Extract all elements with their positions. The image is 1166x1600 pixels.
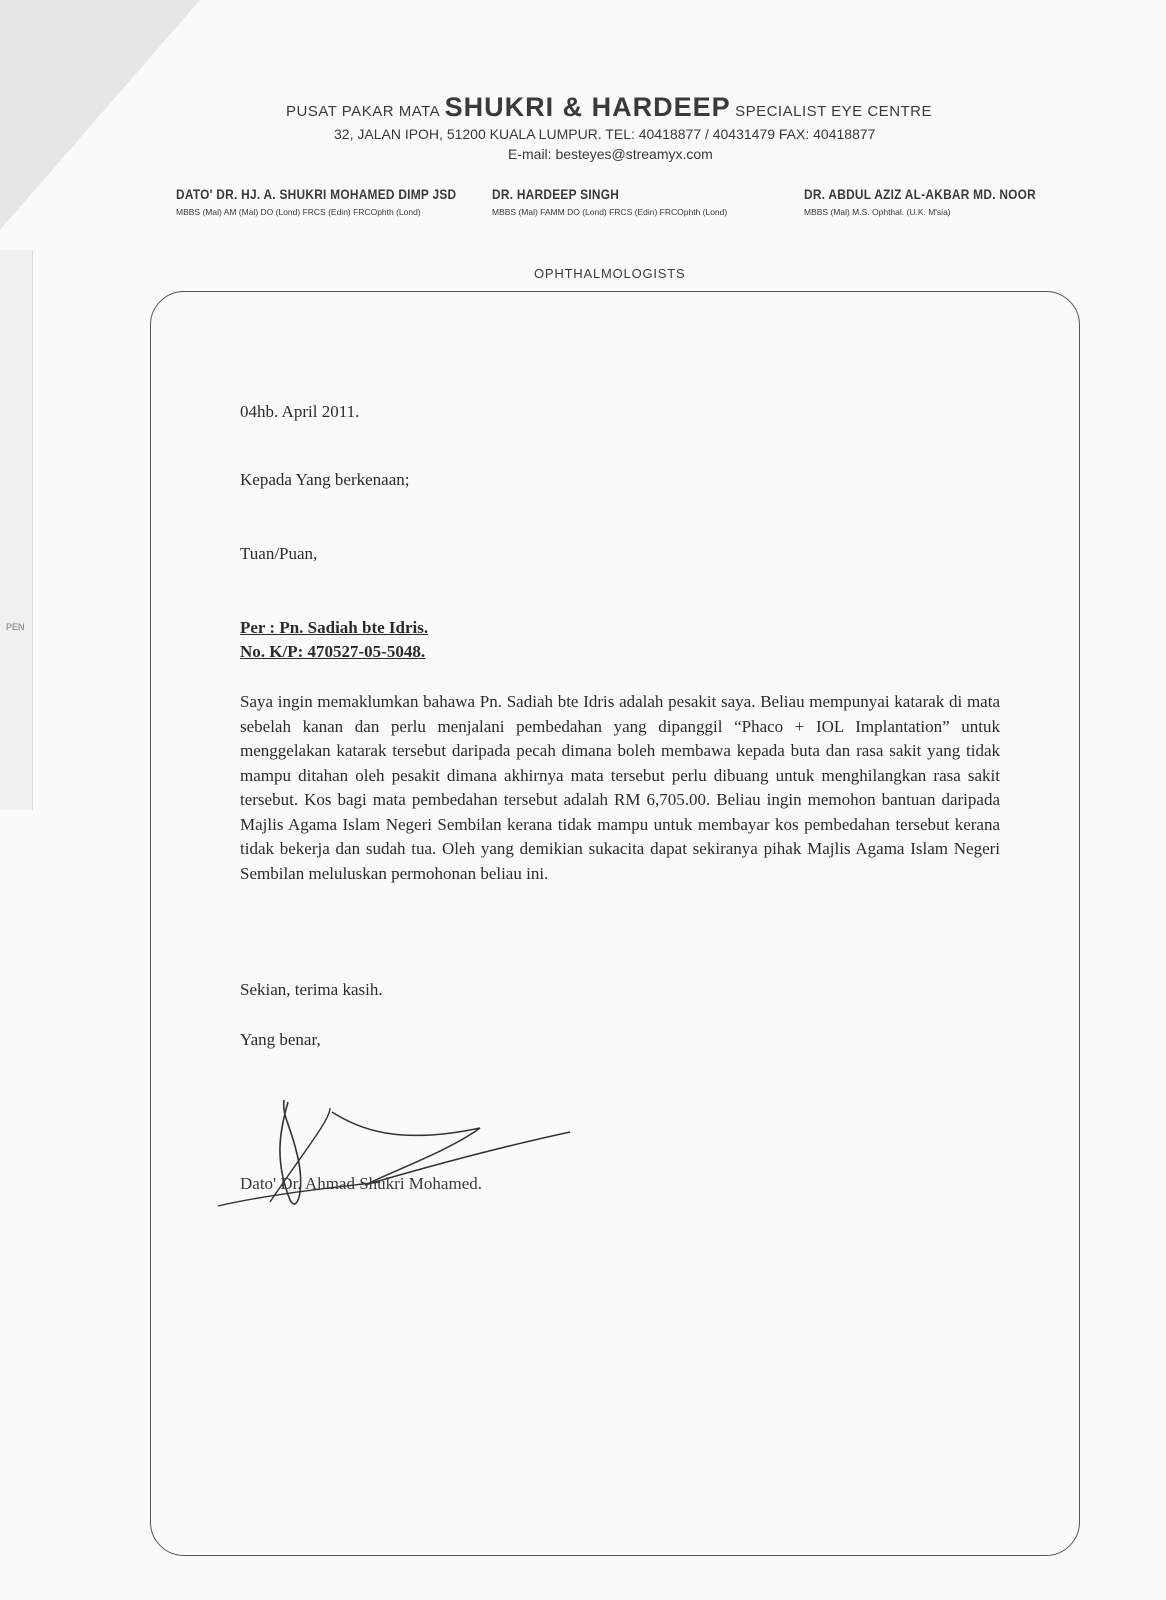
doctor-2-name: DR. HARDEEP SINGH — [492, 186, 620, 202]
handwritten-signature — [210, 1090, 610, 1220]
letter-date: 04hb. April 2011. — [240, 402, 360, 421]
side-mark: PEN — [6, 622, 25, 632]
folded-corner — [0, 0, 200, 230]
doctor-2-quals: MBBS (Mal) FAMM DO (Lond) FRCS (Edin) FRCOphth (Lond) — [492, 207, 728, 217]
clinic-title — [286, 92, 932, 123]
doctor-1-name: DATO' DR. HJ. A. SHUKRI MOHAMED DIMP JSD — [176, 186, 457, 202]
doctor-1-quals: MBBS (Mal) AM (Mal) DO (Lond) FRCS (Edin) FRCOphth (Lond) — [176, 207, 421, 217]
signer-name: Dato' Dr. Ahmad Shukri Mohamed. — [240, 1174, 482, 1193]
doctor-3-quals: MBBS (Mal) M.S. Ophthal. (U.K. M'sia) — [804, 207, 951, 217]
subject-patient: Per : Pn. Sadiah bte Idris. — [240, 618, 429, 637]
letter-body: Saya ingin memaklumkan bahawa Pn. Sadiah bte Idris adalah pesakit saya. Beliau mempunyai katarak di mata sebelah kanan dan perlu menjalani pembedahan yang dipanggil “Phaco + IOL Implantation” untuk menggelakan katarak tersebut daripada pecah dimana boleh membawa kepada buta dan rasa sakit yang tidak mampu ditahan oleh pesakit dimana akhirnya mata tersebut perlu dibuang untuk menghilangkan rasa sakit tersebut. Kos bagi mata pembedahan tersebut adalah RM 6,705.00. Beliau ingin memohon bantuan daripada Majlis Agama Islam Negeri Sembilan kerana tidak mampu untuk membayar kos pembedahan tersebut kerana tidak bekerja dan sudah tua. Oleh yang demikian sukacita dapat sekiranya pihak Majlis Agama Islam Negeri Sembilan meluluskan permohonan beliau ini. — [240, 692, 1000, 883]
clinic-email: E-mail: besteyes@streamyx.com — [508, 146, 713, 162]
tagline: OPHTHALMOLOGISTS — [534, 266, 686, 281]
clinic-name: SHUKRI & HARDEEP — [444, 92, 731, 122]
subject-ic-number: No. K/P: 470527-05-5048. — [240, 642, 426, 661]
clinic-suffix: SPECIALIST EYE CENTRE — [735, 103, 933, 120]
salutation-recipient: Kepada Yang berkenaan; — [240, 470, 410, 489]
doctor-2 — [492, 186, 727, 217]
doctor-3-name: DR. ABDUL AZIZ AL-AKBAR MD. NOOR — [804, 186, 1037, 202]
doctor-1 — [176, 186, 506, 217]
clinic-prefix: PUSAT PAKAR MATA — [286, 103, 441, 120]
doctor-3 — [804, 186, 1077, 217]
closing-regards: Yang benar, — [240, 1030, 321, 1049]
clinic-address: 32, JALAN IPOH, 51200 KUALA LUMPUR. TEL: 40418877 / 40431479 FAX: 40418877 — [334, 126, 876, 142]
underlying-page-edge — [0, 250, 33, 810]
closing-thanks: Sekian, terima kasih. — [240, 980, 383, 999]
salutation-greeting: Tuan/Puan, — [240, 544, 318, 563]
